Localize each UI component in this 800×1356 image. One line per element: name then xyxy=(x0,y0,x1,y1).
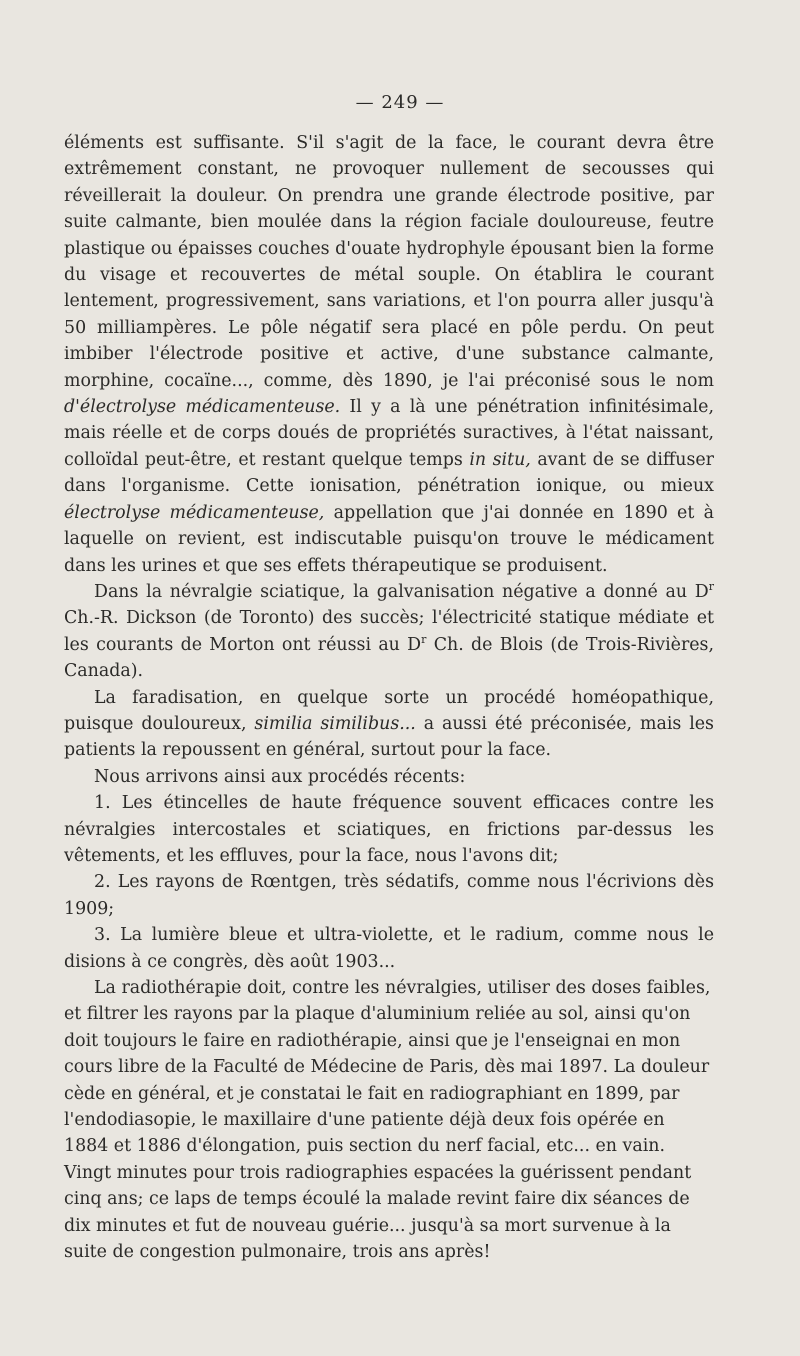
paragraph-electrolysis: éléments est suffisante. S'il s'agit de la face, le courant devra être extrêmement constant, ne provoquer nullement de secousses qui réveillerait la douleur. On prendra une grande électrode positive, par suite calmante, bien moulée dans la région faciale douloureuse, feutre plastique ou épaisses couches d'ouate hydrophyle épousant bien la forme du visage et recouvertes de métal souple. On établira le courant lentement, progressivement, sans variations, et l'on pourra aller jusqu'à 50 milliampères. Le pôle négatif sera placé en pôle perdu. On peut imbiber l'électrode positive et active, d'une substance calmante, morphine, cocaïne..., comme, dès 1890, je l'ai préconisé sous le nom d'électrolyse médicamenteuse. Il y a là une pénétration infinitésimale, mais réelle et de corps doués de propriétés suractives, à l'état naissant, colloïdal peut-être, et restant quelque temps in situ, avant de se diffuser dans l'organisme. Cette ionisation, pénétration ionique, ou mieux électrolyse médicamenteuse, appellation que j'ai donnée en 1890 et à laquelle on revient, est indiscutable puisqu'on trouve le médicament dans les urines et que ses effets thérapeutique se produisent. xyxy=(64,133,714,576)
list-item-3: 3. La lumière bleue et ultra-violette, et le radium, comme nous le disions à ce congrès, dès août 1903... xyxy=(64,925,714,972)
paragraph-intro-list: Nous arrivons ainsi aux procédés récents: xyxy=(94,766,466,787)
paragraph-sciatica: Dans la névralgie sciatique, la galvanisation négative a donné au $D^r$ Ch.-R. Dickson (de Toronto) des succès; l'électricité statique médiate et les courants de Morton ont réussi au $D^r$ Ch. de Blois (de Trois-Rivières, Canada). xyxy=(64,580,714,682)
italic-term: in situ, xyxy=(469,449,531,470)
italic-term: électrolyse médicamenteuse, xyxy=(64,502,325,523)
paragraph-radiotherapy: La radiothérapie doit, contre les névralgies, utiliser des doses faibles, et filtrer les rayons par la plaque d'aluminium reliée au sol, ainsi qu'on doit toujours le faire en radiothérapie, ainsi que je l'enseignai en mon cours libre de la Faculté de Médecine de Paris, dès mai 1897. La douleur cède en général, et je constatai le fait en radiographiant en 1899, par l'endodiasopie, le maxillaire d'une patiente déjà deux fois opérée en 1884 et 1886 d'élongation, puis section du nerf facial, etc... en vain. Vingt minutes pour trois radiographies espacées la guérissent pendant cinq ans; ce laps de temps écoulé la malade revint faire dix séances de dix minutes et fut de nouveau guérie... jusqu'à sa mort survenue à la suite de congestion pulmonaire, trois ans après! xyxy=(64,978,711,1263)
page-number: — 249 — xyxy=(355,92,445,113)
list-item-1: 1. Les étincelles de haute fréquence souvent efficaces contre les névralgies intercostales et sciatiques, en frictions par-dessus les vêtements, et les effluves, pour la face, nous l'avons dit; xyxy=(64,793,714,866)
italic-term: d'électrolyse médicamenteuse. xyxy=(64,397,341,418)
body-text xyxy=(64,130,714,1265)
list-item-2: 2. Les rayons de Rœntgen, très sédatifs, comme nous l'écrivions dès 1909; xyxy=(64,872,714,919)
italic-term: similia similibus... xyxy=(254,713,416,734)
paragraph-faradisation: La faradisation, en quelque sorte un procédé homéopathique, puisque douloureux, similia similibus... a aussi été préconisée, mais les patients la repoussent en général, surtout pour la face. xyxy=(64,687,714,761)
